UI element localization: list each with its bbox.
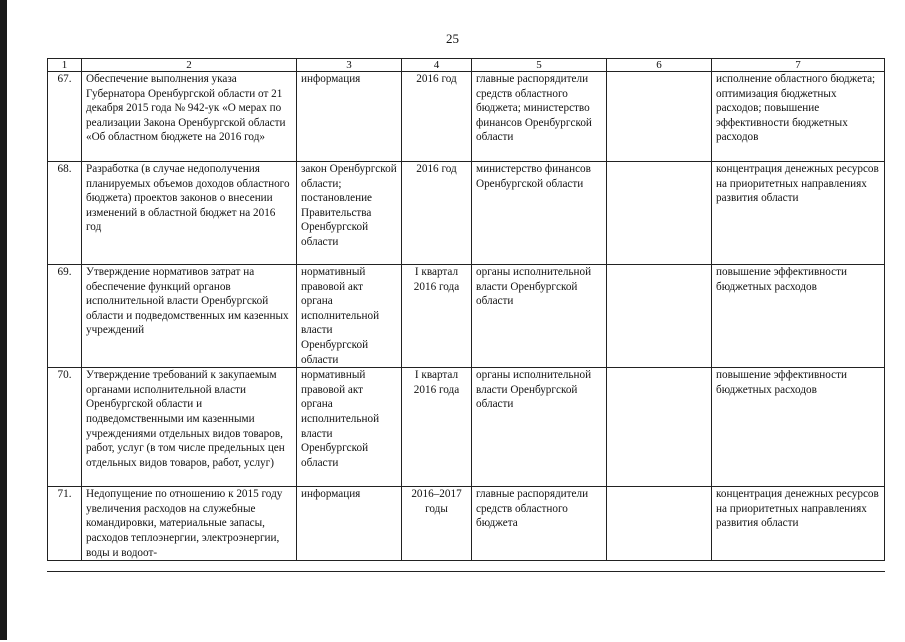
- empty-cell: [607, 487, 712, 561]
- empty-cell: [607, 162, 712, 265]
- result-cell: исполнение областного бюджета; оптимизация бюджетных расходов; повышение эффективности бюджетных расходов: [712, 72, 885, 162]
- executors-cell: главные распорядители средств областного бюджета: [472, 487, 607, 561]
- column-header: 7: [712, 59, 885, 72]
- period-cell: I квартал 2016 года: [402, 265, 472, 368]
- table-row: [48, 265, 885, 368]
- empty-cell: [607, 265, 712, 368]
- table-header-row: [48, 59, 885, 72]
- column-header: 1: [48, 59, 82, 72]
- table-bottom-line: [47, 571, 885, 572]
- result-cell: повышение эффективности бюджетных расходов: [712, 368, 885, 487]
- result-cell: повышение эффективности бюджетных расходов: [712, 265, 885, 368]
- executors-cell: органы исполнительной власти Оренбургской области: [472, 368, 607, 487]
- document-type-cell: закон Оренбургской области; постановление Правительства Оренбургской области: [297, 162, 402, 265]
- period-cell: 2016 год: [402, 162, 472, 265]
- result-cell: концентрация денежных ресурсов на приоритетных направлениях развития области: [712, 487, 885, 561]
- row-number: 68.: [48, 162, 82, 265]
- period-cell: 2016–2017 годы: [402, 487, 472, 561]
- row-number: 70.: [48, 368, 82, 487]
- executors-cell: органы исполнительной власти Оренбургской области: [472, 265, 607, 368]
- measure-cell: Недопущение по отношению к 2015 году увеличения расходов на служебные командировки, материальные запасы, расходов теплоэнергии, электроэнергии, воды и водоот-: [82, 487, 297, 561]
- column-header: 4: [402, 59, 472, 72]
- result-cell: концентрация денежных ресурсов на приоритетных направлениях развития области: [712, 162, 885, 265]
- plan-table: [47, 58, 885, 561]
- scan-edge: [0, 0, 7, 640]
- column-header: 3: [297, 59, 402, 72]
- page-bottom-blank: [47, 572, 887, 642]
- executors-cell: главные распорядители средств областного бюджета; министерство финансов Оренбургской области: [472, 72, 607, 162]
- document-type-cell: нормативный правовой акт органа исполнительной власти Оренбургской области: [297, 265, 402, 368]
- measure-cell: Разработка (в случае недополучения планируемых объемов доходов областного бюджета) проектов законов о внесении изменений в областной бюджет на 2016 год: [82, 162, 297, 265]
- row-number: 67.: [48, 72, 82, 162]
- row-number: 69.: [48, 265, 82, 368]
- table-row: [48, 162, 885, 265]
- table-row: [48, 487, 885, 561]
- document-type-cell: нормативный правовой акт органа исполнительной власти Оренбургской области: [297, 368, 402, 487]
- measure-cell: Утверждение нормативов затрат на обеспечение функций органов исполнительной власти Оренбургской области и подведомственных им казенных учреждений: [82, 265, 297, 368]
- column-header: 5: [472, 59, 607, 72]
- executors-cell: министерство финансов Оренбургской области: [472, 162, 607, 265]
- period-cell: 2016 год: [402, 72, 472, 162]
- measure-cell: Утверждение требований к закупаемым органами исполнительной власти Оренбургской области и подведомственными им казенными учреждениями отдельных видов товаров, работ, услуг (в том числе предельных цен отдельных видов товаров, работ, услуг): [82, 368, 297, 487]
- document-type-cell: информация: [297, 487, 402, 561]
- column-header: 2: [82, 59, 297, 72]
- empty-cell: [607, 368, 712, 487]
- table-row: [48, 72, 885, 162]
- period-cell: I квартал 2016 года: [402, 368, 472, 487]
- measure-cell: Обеспечение выполнения указа Губернатора Оренбургской области от 21 декабря 2015 года № 942-ук «О мерах по реализации Закона Оренбургской области «Об областном бюджете на 2016 год»: [82, 72, 297, 162]
- empty-cell: [607, 72, 712, 162]
- column-header: 6: [607, 59, 712, 72]
- table-row: [48, 368, 885, 487]
- row-number: 71.: [48, 487, 82, 561]
- document-type-cell: информация: [297, 72, 402, 162]
- page-number: 25: [446, 31, 459, 46]
